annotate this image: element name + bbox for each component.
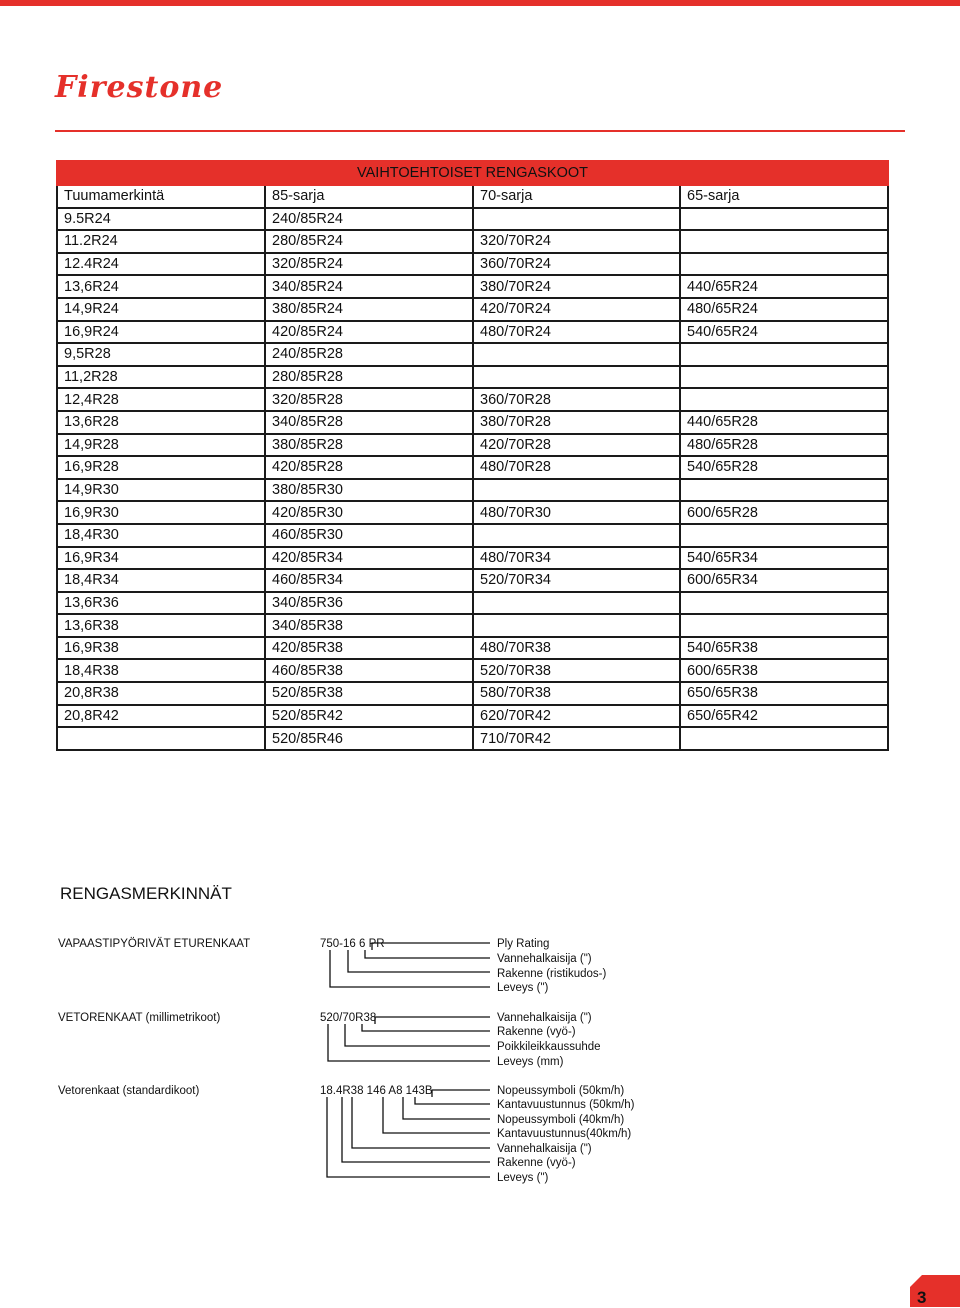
table-cell: 440/65R28 [680, 411, 888, 434]
table-cell [473, 614, 680, 637]
table-cell: 18,4R38 [57, 659, 265, 682]
group-3-connector-5 [352, 1097, 490, 1148]
table-cell: 440/65R24 [680, 275, 888, 298]
group-3-label-6: Rakenne (vyö-) [497, 1157, 576, 1169]
table-cell: 520/70R34 [473, 569, 680, 592]
table-cell [680, 253, 888, 276]
table-row [57, 659, 888, 682]
table-cell: 11.2R24 [57, 230, 265, 253]
table-cell: 380/85R24 [265, 298, 473, 321]
table-row [57, 705, 888, 728]
group-1-label-1: Ply Rating [497, 938, 550, 950]
group-3-connector-3 [403, 1097, 490, 1119]
table-row [57, 230, 888, 253]
group-2-connector-1 [375, 1017, 490, 1024]
table-cell: 380/70R28 [473, 411, 680, 434]
table-cell [680, 366, 888, 389]
tire-markings-title: RENGASMERKINNÄT [60, 884, 232, 903]
table-cell: 380/85R28 [265, 434, 473, 457]
group-2-code: 520/70R38 [320, 1012, 377, 1024]
table-row [57, 388, 888, 411]
table-cell: 620/70R42 [473, 705, 680, 728]
table-cell: 13,6R28 [57, 411, 265, 434]
group-2-connector-3 [345, 1024, 490, 1046]
table-cell: 520/85R46 [265, 727, 473, 750]
table-cell: 14,9R24 [57, 298, 265, 321]
table-row [57, 343, 888, 366]
table-row [57, 208, 888, 231]
group-1-connector-1 [372, 943, 490, 950]
group-2-connector-2 [362, 1024, 490, 1031]
table-cell: 13,6R38 [57, 614, 265, 637]
table-cell: 420/85R24 [265, 321, 473, 344]
group-3-connector-1 [432, 1090, 490, 1097]
table-cell: 280/85R28 [265, 366, 473, 389]
table-cell [680, 614, 888, 637]
table-cell: 420/85R30 [265, 501, 473, 524]
table-cell [473, 366, 680, 389]
table-cell: 520/85R38 [265, 682, 473, 705]
table-cell: 480/70R28 [473, 456, 680, 479]
group-3-label-5: Vannehalkaisija (") [497, 1143, 592, 1155]
alternative-tire-sizes-table [56, 160, 889, 751]
table-row [57, 547, 888, 570]
table-row [57, 524, 888, 547]
table-cell: 18,4R30 [57, 524, 265, 547]
table-cell: 360/70R24 [473, 253, 680, 276]
table-cell [473, 479, 680, 502]
table-row [57, 682, 888, 705]
group-1-connector-4 [330, 950, 490, 987]
table-row [57, 501, 888, 524]
table-cell: 600/65R34 [680, 569, 888, 592]
group-3-label-4: Kantavuustunnus(40km/h) [497, 1128, 632, 1140]
table-cell: 280/85R24 [265, 230, 473, 253]
table-cell: 20,8R38 [57, 682, 265, 705]
table-row [57, 614, 888, 637]
table-row [57, 456, 888, 479]
page-number: 3 [917, 1288, 927, 1307]
table-cell: 12,4R28 [57, 388, 265, 411]
table-cell: 9.5R24 [57, 208, 265, 231]
table-cell: 340/85R38 [265, 614, 473, 637]
table-cell: 16,9R34 [57, 547, 265, 570]
table-cell [473, 524, 680, 547]
table-row [57, 366, 888, 389]
table-cell: 420/70R24 [473, 298, 680, 321]
table-cell: 320/85R28 [265, 388, 473, 411]
group-2-name: VETORENKAAT (millimetrikoot) [58, 1012, 221, 1024]
table-cell: 320/85R24 [265, 253, 473, 276]
group-3-connector-2 [415, 1097, 490, 1104]
group-2-label-1: Vannehalkaisija (") [497, 1012, 592, 1024]
group-3-label-2: Kantavuustunnus (50km/h) [497, 1099, 635, 1111]
group-2-label-3: Poikkileikkaussuhde [497, 1041, 601, 1053]
table-row [57, 434, 888, 457]
table-cell: 16,9R38 [57, 637, 265, 660]
top-accent-bar [0, 0, 960, 6]
group-3-label-3: Nopeussymboli (40km/h) [497, 1114, 625, 1126]
group-1-code: 750-16 6 PR [320, 938, 385, 950]
table-cell: 360/70R28 [473, 388, 680, 411]
table-cell: 600/65R38 [680, 659, 888, 682]
table-cell: 420/85R28 [265, 456, 473, 479]
table-cell: 520/85R42 [265, 705, 473, 728]
table-cell [680, 592, 888, 615]
table-cell: 340/85R28 [265, 411, 473, 434]
table-cell: 480/65R28 [680, 434, 888, 457]
table-cell [57, 727, 265, 750]
table-title: VAIHTOEHTOISET RENGASKOOT [57, 161, 888, 185]
header-70-series: 70-sarja [473, 185, 680, 208]
table-cell [680, 343, 888, 366]
table-cell: 710/70R42 [473, 727, 680, 750]
table-cell: 240/85R24 [265, 208, 473, 231]
table-cell [680, 524, 888, 547]
table-cell: 380/70R24 [473, 275, 680, 298]
group-1-connector-3 [348, 950, 490, 972]
table-cell: 480/70R30 [473, 501, 680, 524]
group-3-code: 18.4R38 146 A8 143B [320, 1085, 433, 1097]
table-cell: 480/70R24 [473, 321, 680, 344]
group-1-label-2: Vannehalkaisija (") [497, 953, 592, 965]
table-cell: 650/65R42 [680, 705, 888, 728]
table-row [57, 253, 888, 276]
table-cell: 460/85R38 [265, 659, 473, 682]
header-85-series: 85-sarja [265, 185, 473, 208]
group-3-connector-4 [383, 1097, 490, 1133]
table-cell: 13,6R36 [57, 592, 265, 615]
group-3-name: Vetorenkaat (standardikoot) [58, 1085, 200, 1097]
table-cell: 340/85R24 [265, 275, 473, 298]
table-cell: 480/65R24 [680, 298, 888, 321]
table-cell: 20,8R42 [57, 705, 265, 728]
group-2-label-4: Leveys (mm) [497, 1056, 564, 1068]
table-cell: 12.4R24 [57, 253, 265, 276]
table-cell: 16,9R28 [57, 456, 265, 479]
table-cell: 13,6R24 [57, 275, 265, 298]
table-cell: 540/65R38 [680, 637, 888, 660]
table-header-row [57, 185, 888, 208]
group-1-connector-2 [365, 950, 490, 958]
firestone-logo: Firestone [55, 70, 224, 105]
table-cell: 540/65R24 [680, 321, 888, 344]
table-cell: 420/85R34 [265, 547, 473, 570]
tire-markings-diagram [0, 920, 960, 1200]
group-3-label-7: Leveys (") [497, 1172, 549, 1184]
table-cell: 9,5R28 [57, 343, 265, 366]
table-row [57, 298, 888, 321]
table-cell: 480/70R38 [473, 637, 680, 660]
table-row [57, 411, 888, 434]
table-cell: 650/65R38 [680, 682, 888, 705]
table-cell [473, 208, 680, 231]
table-cell: 16,9R24 [57, 321, 265, 344]
table-cell: 540/65R28 [680, 456, 888, 479]
table-title-row [57, 161, 888, 185]
header-inch: Tuumamerkintä [57, 185, 265, 208]
group-2-connector-4 [328, 1024, 490, 1061]
group-3-connector-6 [342, 1097, 490, 1162]
table-cell: 460/85R30 [265, 524, 473, 547]
table-cell: 340/85R36 [265, 592, 473, 615]
group-3-label-1: Nopeussymboli (50km/h) [497, 1085, 625, 1097]
table-row [57, 321, 888, 344]
group-1-name: VAPAASTIPYÖRIVÄT ETURENKAAT [58, 938, 251, 950]
table-cell [680, 230, 888, 253]
table-row [57, 569, 888, 592]
table-cell [680, 727, 888, 750]
table-cell: 18,4R34 [57, 569, 265, 592]
table-cell: 240/85R28 [265, 343, 473, 366]
table-cell: 11,2R28 [57, 366, 265, 389]
table-cell: 540/65R34 [680, 547, 888, 570]
table-cell [680, 388, 888, 411]
group-2-label-2: Rakenne (vyö-) [497, 1026, 576, 1038]
table-cell: 14,9R30 [57, 479, 265, 502]
header-65-series: 65-sarja [680, 185, 888, 208]
table-cell: 460/85R34 [265, 569, 473, 592]
table-cell: 420/70R28 [473, 434, 680, 457]
table-row [57, 479, 888, 502]
table-cell: 380/85R30 [265, 479, 473, 502]
table-cell: 16,9R30 [57, 501, 265, 524]
table-cell [473, 592, 680, 615]
table-row [57, 592, 888, 615]
table-row [57, 637, 888, 660]
table-cell: 14,9R28 [57, 434, 265, 457]
table-cell [473, 343, 680, 366]
group-1-label-3: Rakenne (ristikudos-) [497, 968, 607, 980]
table-cell: 600/65R28 [680, 501, 888, 524]
header-divider [55, 130, 905, 132]
table-cell: 580/70R38 [473, 682, 680, 705]
table-cell: 520/70R38 [473, 659, 680, 682]
table-row [57, 727, 888, 750]
table-cell: 420/85R38 [265, 637, 473, 660]
table-row [57, 275, 888, 298]
table-cell: 320/70R24 [473, 230, 680, 253]
table-cell: 480/70R34 [473, 547, 680, 570]
table-cell [680, 208, 888, 231]
table-cell [680, 479, 888, 502]
group-1-label-4: Leveys (") [497, 982, 549, 994]
